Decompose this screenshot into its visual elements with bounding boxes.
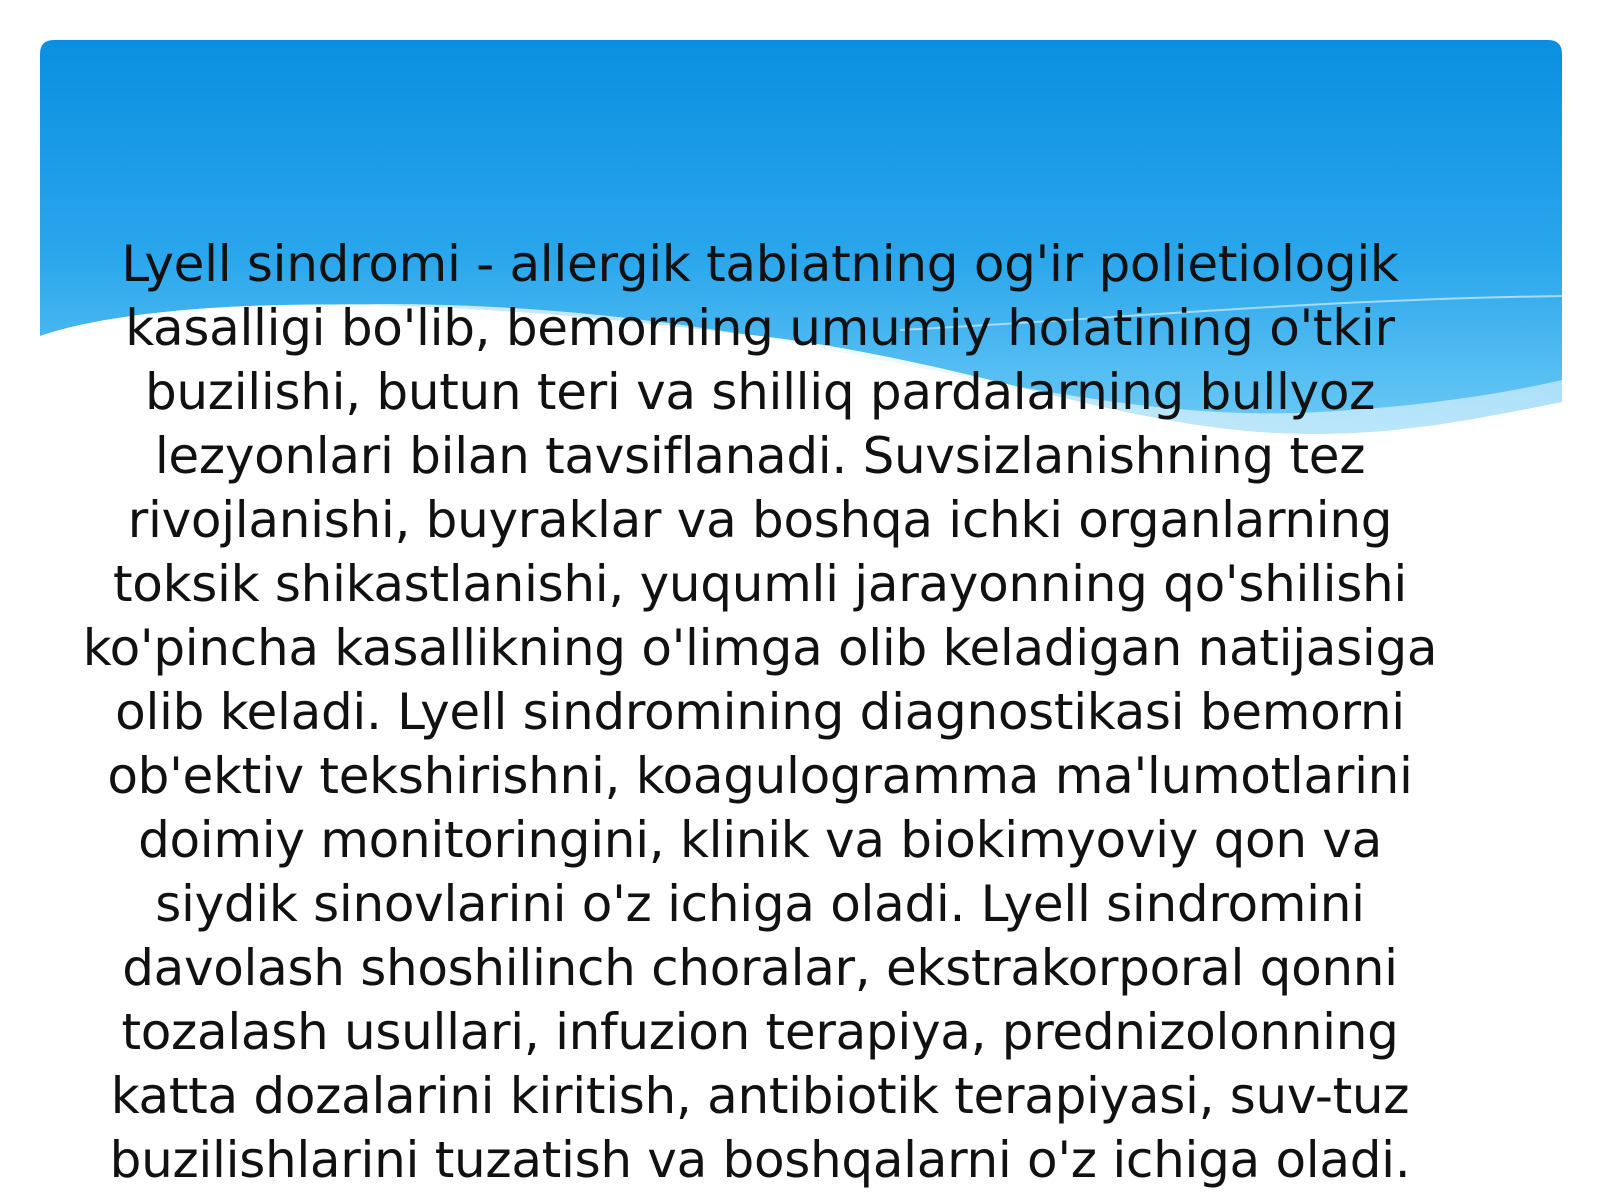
body-paragraph: Lyell sindromi - allergik tabiatning og'ir polietiologik kasalligi bo'lib, bemorning umumiy holatining o'tkir buzilishi, butun teri va shilliq pardalarning bullyoz lezyonlari bilan tavsiflanadi. Suvsizlanishning tez rivojlanishi, buyraklar va boshqa ichki organlarning toksik shikastlanishi, yuqumli jarayonning qo'shilishi ko'pincha kasallikning o'limga olib keladigan natijasiga olib keladi. Lyell sindromining diagnostikasi bemorni ob'ektiv tekshirishni, koagulogramma ma'lumotlarini doimiy monitoringini, klinik va biokimyoviy qon va siydik sinovlarini o'z ichiga oladi. Lyell sindromini davolash shoshilinch choralar, ekstrakorporal qonni tozalash usullari, infuzion terapiya, prednizolonning katta dozalarini kiritish, antibiotik terapiyasi, suv-tuz buzilishlarini tuzatish va boshqalarni o'z ichiga oladi. xyxy=(82,235,1438,1189)
